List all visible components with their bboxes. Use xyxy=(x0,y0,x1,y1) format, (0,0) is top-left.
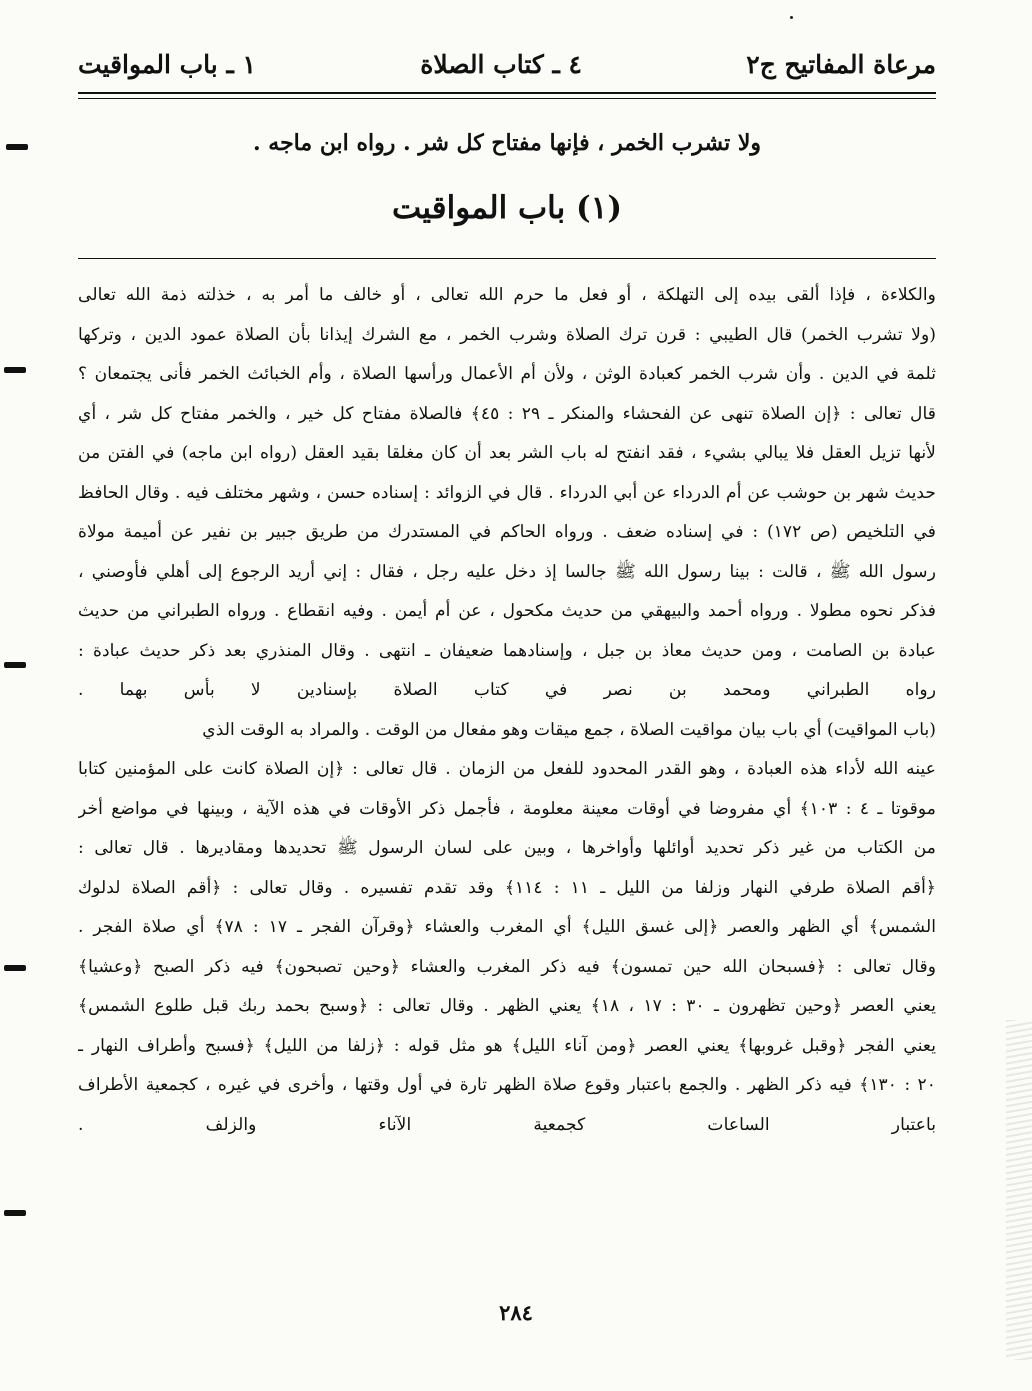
commentary-line: وقال تعالى : ﴿فسبحان الله حين تمسون﴾ فيه ذكر المغرب والعشاء ﴿وحين تصبحون﴾ فيه ذكر الصبح ﴿وعشيا﴾ xyxy=(78,956,936,977)
commentary-line: والكلاءة ، فإذا ألقى بيده إلى التهلكة ، أو فعل ما حرم الله تعالى ، أو خالف ما أمر به ، خذلته ذمة الله تعالى xyxy=(78,285,936,305)
commentary-line: عبادة بن الصامت ، ومن حديث معاذ بن جبل ، وإسنادهما ضعيفان ـ انتهى . وقال المنذري بعد ذكر حديث عبادة : xyxy=(78,640,936,661)
header-rule xyxy=(78,92,936,99)
commentary-line: (ولا تشرب الخمر) قال الطيبي : قرن ترك الصلاة وشرب الخمر ، مع الشرك إيذانا بأن الصلاة عمود الدين ، وتركها xyxy=(78,324,936,345)
margin-mark xyxy=(6,144,28,150)
running-header xyxy=(78,38,936,90)
commentary-line: يعني العصر ﴿وحين تظهرون ـ ٣٠ : ١٧ ، ١٨﴾ يعني الظهر . وقال تعالى : ﴿وسبح بحمد ربك قبل طلوع الشمس﴾ xyxy=(78,996,936,1016)
commentary-line: فذكر نحوه مطولا . ورواه أحمد والبيهقي من حديث مكحول ، عن أم أيمن . وفيه انقطاع . ورواه الطبراني من حديث xyxy=(78,601,936,621)
commentary-line: قال تعالى : ﴿إن الصلاة تنهى عن الفحشاء والمنكر ـ ٢٩ : ٤٥﴾ فالصلاة مفتاح كل خير ، والخمر مفتاح كل شر ، أي xyxy=(78,403,936,424)
header-book-section: ٤ ـ كتاب الصلاة xyxy=(420,49,582,79)
hadith-text: ولا تشرب الخمر ، فإنها مفتاح كل شر . رواه ابن ماجه . xyxy=(252,130,762,156)
page-number: ٢٨٤ xyxy=(499,1300,533,1325)
commentary-line: باعتبار الساعات كجمعية الآناء والزلف . xyxy=(78,1114,936,1135)
commentary-line: رواه الطبراني ومحمد بن نصر في كتاب الصلاة بإسنادين لا بأس بهما . xyxy=(78,680,936,700)
commentary-body xyxy=(78,276,936,1145)
separator-rule xyxy=(78,258,936,259)
margin-mark xyxy=(4,662,26,668)
commentary-line: من الكتاب من غير ذكر تحديد أوائلها وأواخرها ، وبين على لسان الرسول ﷺ تحديدها ومقاديرها . قال تعالى : xyxy=(78,838,936,858)
chapter-title: (١) باب المواقيت xyxy=(391,190,623,226)
commentary-line: حديث شهر بن حوشب عن أم الدرداء عن أبي الدرداء . قال في الزوائد : إسناده حسن ، وشهر مختلف فيه . وقال الحافظ xyxy=(78,482,936,503)
header-book-title: مرعاة المفاتيح ج٢ xyxy=(746,49,936,79)
commentary-line: عينه الله لأداء هذه العبادة ، وهو القدر المحدود للفعل من الزمان . قال تعالى : ﴿إن الصلاة كانت على المؤمنين كتابا xyxy=(78,759,936,779)
commentary-line: (باب المواقيت) أي باب بيان مواقيت الصلاة ، جمع ميقات وهو مفعال من الوقت . والمراد به الوقت الذي xyxy=(202,719,936,740)
margin-mark xyxy=(4,1210,26,1216)
commentary-line: يعني الفجر ﴿وقبل غروبها﴾ يعني العصر ﴿ومن آناء الليل﴾ هو مثل قوله : ﴿زلفا من الليل﴾ ﴿فسبح وأطراف النهار ـ xyxy=(78,1035,936,1056)
scan-speck xyxy=(790,16,793,19)
commentary-line: ثلمة في الدين . وأن شرب الخمر كعبادة الوثن ، ولأن أم الأعمال ورأسها الصلاة ، وأم الخبائث الخمر فأنى يجتمعان ؟ xyxy=(78,364,936,384)
commentary-line: لأنها تزيل العقل فلا يبالي بشيء ، فقد انفتح له باب الشر بعد أن كان مغلقا بقيد العقل (رواه ابن ماجه) في الفتن من xyxy=(78,443,936,463)
commentary-line: في التلخيص (ص ١٧٢) : في إسناده ضعف . ورواه الحاكم في المستدرك من طريق جبير بن نفير عن أميمة مولاة xyxy=(78,522,936,542)
margin-mark xyxy=(4,965,26,971)
commentary-line: ﴿أقم الصلاة طرفي النهار وزلفا من الليل ـ ١١ : ١١٤﴾ وقد تقدم تفسيره . وقال تعالى : ﴿أقم الصلاة لدلوك xyxy=(78,877,936,898)
margin-mark xyxy=(4,367,26,373)
commentary-line: موقوتا ـ ٤ : ١٠٣﴾ أي مفروضا في أوقات معينة معلومة ، فأجمل ذكر الأوقات في هذه الآية ، وبينها في مواضع أخر xyxy=(78,798,936,819)
scan-edge-noise xyxy=(1006,1020,1032,1360)
header-chapter: ١ ـ باب المواقيت xyxy=(78,49,256,79)
commentary-line: رسول الله ﷺ ، قالت : بينا رسول الله ﷺ جالسا إذ دخل عليه رجل ، فقال : إني أريد الرجوع إلى أهلي فأوصني ، xyxy=(78,561,936,582)
commentary-line: ٢٠ : ١٣٠﴾ فيه ذكر الظهر . والجمع باعتبار وقوع صلاة الظهر تارة في أول وقتها ، وأخرى في غيره ، كجمعية الأطراف xyxy=(78,1075,936,1095)
commentary-line: الشمس﴾ أي الظهر والعصر ﴿إلى غسق الليل﴾ أي المغرب والعشاء ﴿وقرآن الفجر ـ ١٧ : ٧٨﴾ أي صلاة الفجر . xyxy=(78,917,936,937)
